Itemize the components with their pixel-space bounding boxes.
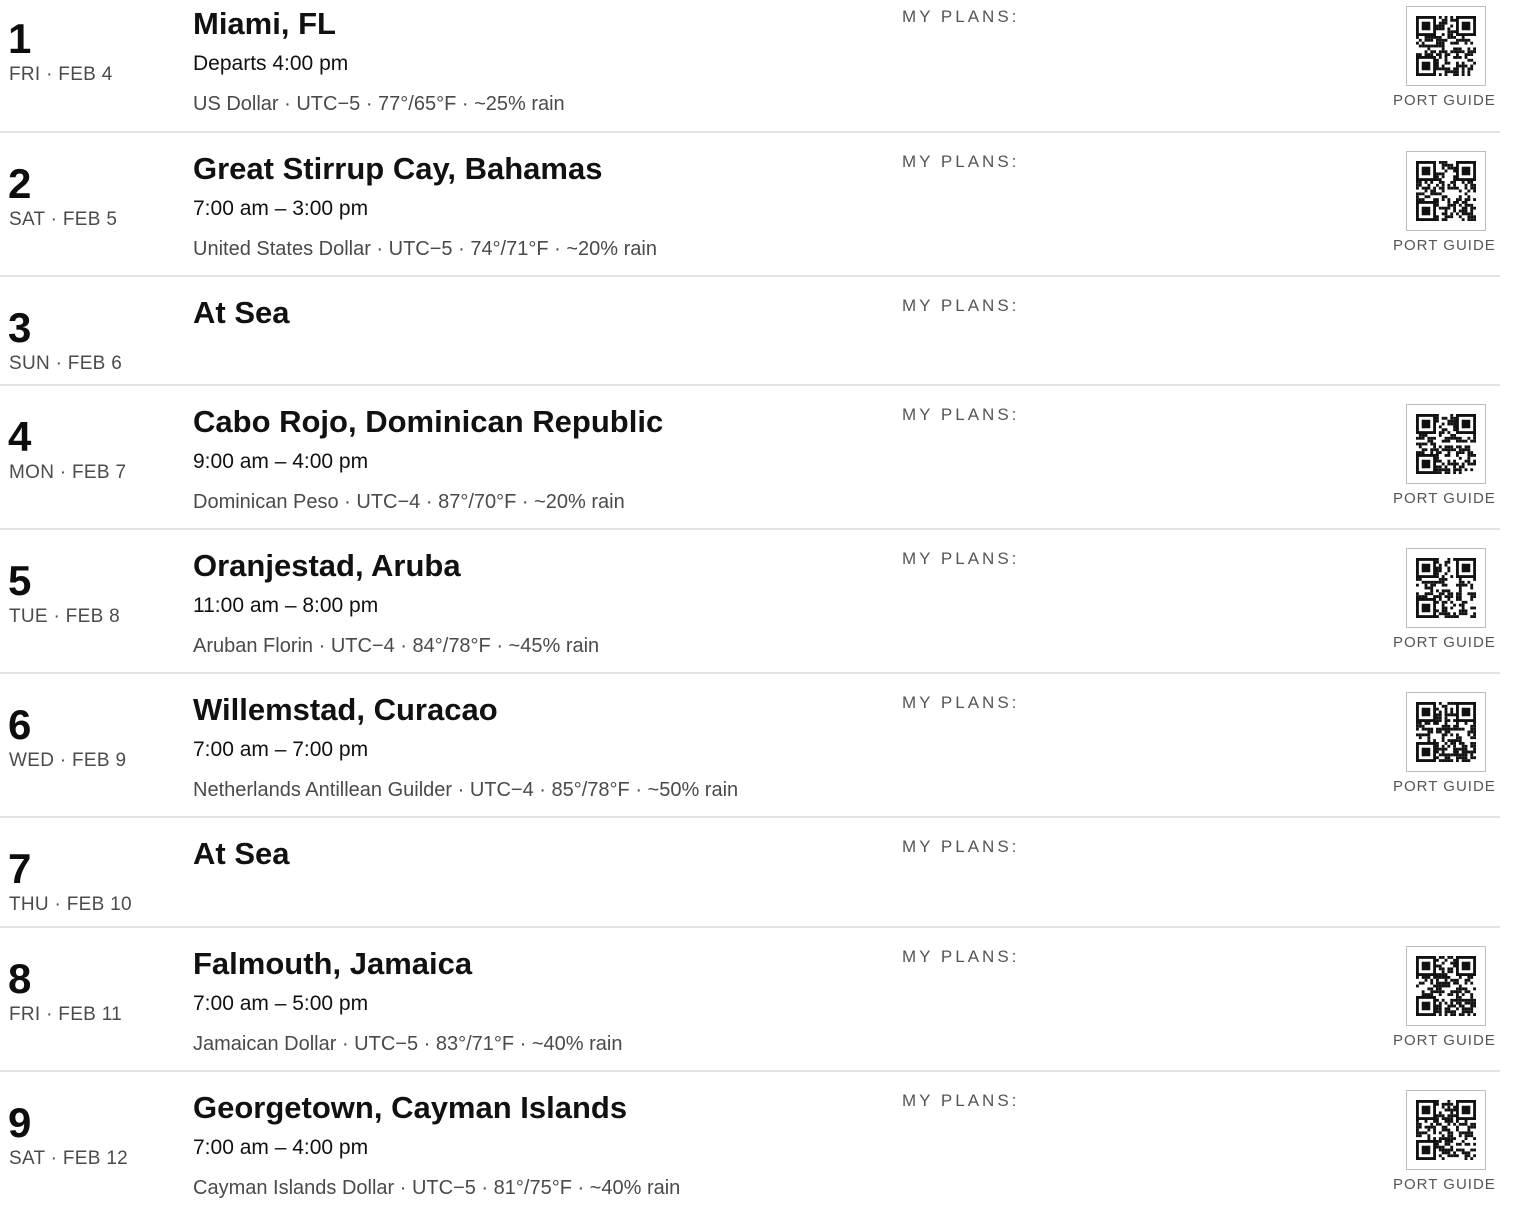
itinerary-day-row	[0, 398, 1500, 528]
port-time: 7:00 am – 3:00 pm	[193, 197, 369, 220]
itinerary-day-row	[0, 542, 1500, 672]
row-divider	[0, 816, 1500, 818]
day-date: FRI · FEB 4	[9, 64, 113, 85]
day-number: 1	[8, 15, 32, 62]
itinerary-day-row	[0, 145, 1500, 275]
itinerary-day-row	[0, 1084, 1500, 1209]
day-date: SUN · FEB 6	[9, 353, 123, 374]
day-date: THU · FEB 10	[9, 894, 132, 915]
my-plans-label: MY PLANS:	[902, 549, 1020, 568]
day-number: 9	[8, 1099, 32, 1146]
day-date: MON · FEB 7	[9, 462, 127, 483]
row-divider	[0, 672, 1500, 674]
day-date: TUE · FEB 8	[9, 606, 120, 627]
port-guide-link[interactable]: PORT GUIDE	[1393, 1176, 1496, 1193]
port-info: Cayman Islands Dollar · UTC−5 · 81°/75°F · ~40% rain	[193, 1177, 681, 1199]
port-time: 7:00 am – 5:00 pm	[193, 992, 369, 1015]
my-plans-label: MY PLANS:	[902, 837, 1020, 856]
itinerary-day-row	[0, 940, 1500, 1070]
itinerary-day-row	[0, 0, 1500, 131]
port-name: Willemstad, Curacao	[193, 692, 498, 727]
port-time: 11:00 am – 8:00 pm	[193, 594, 379, 617]
my-plans-label: MY PLANS:	[902, 947, 1020, 966]
itinerary-day-row	[0, 686, 1500, 816]
my-plans-label: MY PLANS:	[902, 1091, 1020, 1110]
port-guide-qr-code[interactable]	[1406, 1090, 1486, 1170]
day-number: 5	[8, 557, 32, 604]
row-divider	[0, 131, 1500, 133]
port-guide-link[interactable]: PORT GUIDE	[1393, 490, 1496, 507]
port-time: Departs 4:00 pm	[193, 52, 349, 75]
day-date: WED · FEB 9	[9, 750, 127, 771]
port-guide-qr-code[interactable]	[1406, 692, 1486, 772]
port-info: Dominican Peso · UTC−4 · 87°/70°F · ~20% rain	[193, 491, 625, 513]
port-guide-link[interactable]: PORT GUIDE	[1393, 92, 1496, 109]
qr-code-icon	[1416, 414, 1476, 474]
port-guide-link[interactable]: PORT GUIDE	[1393, 1032, 1496, 1049]
day-date: SAT · FEB 5	[9, 209, 118, 230]
port-guide-link[interactable]: PORT GUIDE	[1393, 634, 1496, 651]
port-guide-qr-code[interactable]	[1406, 151, 1486, 231]
day-number: 7	[8, 845, 32, 892]
port-guide-qr-code[interactable]	[1406, 548, 1486, 628]
port-info: US Dollar · UTC−5 · 77°/65°F · ~25% rain	[193, 93, 565, 115]
port-info: Jamaican Dollar · UTC−5 · 83°/71°F · ~40% rain	[193, 1033, 623, 1055]
port-guide-qr-code[interactable]	[1406, 6, 1486, 86]
port-guide-qr-code[interactable]	[1406, 946, 1486, 1026]
qr-code-icon	[1416, 702, 1476, 762]
port-guide-link[interactable]: PORT GUIDE	[1393, 778, 1496, 795]
my-plans-label: MY PLANS:	[902, 693, 1020, 712]
port-time: 7:00 am – 4:00 pm	[193, 1136, 369, 1159]
row-divider	[0, 384, 1500, 386]
port-guide-link[interactable]: PORT GUIDE	[1393, 237, 1496, 254]
qr-code-icon	[1416, 16, 1476, 76]
row-divider	[0, 275, 1500, 277]
day-number: 4	[8, 413, 32, 460]
day-number: 8	[8, 955, 32, 1002]
port-name: Great Stirrup Cay, Bahamas	[193, 151, 603, 186]
day-date: FRI · FEB 11	[9, 1004, 123, 1025]
row-divider	[0, 528, 1500, 530]
itinerary-day-row	[0, 830, 1500, 926]
my-plans-label: MY PLANS:	[902, 296, 1020, 315]
qr-code-icon	[1416, 558, 1476, 618]
day-number: 2	[8, 160, 32, 207]
itinerary-day-row	[0, 289, 1500, 384]
day-date: SAT · FEB 12	[9, 1148, 129, 1169]
port-name: Cabo Rojo, Dominican Republic	[193, 404, 664, 439]
row-divider	[0, 926, 1500, 928]
port-info: United States Dollar · UTC−5 · 74°/71°F · ~20% rain	[193, 238, 657, 260]
port-info: Aruban Florin · UTC−4 · 84°/78°F · ~45% rain	[193, 635, 600, 657]
my-plans-label: MY PLANS:	[902, 405, 1020, 424]
day-number: 3	[8, 304, 32, 351]
port-name: At Sea	[193, 836, 290, 871]
my-plans-label: MY PLANS:	[902, 152, 1020, 171]
port-guide-qr-code[interactable]	[1406, 404, 1486, 484]
day-number: 6	[8, 701, 32, 748]
qr-code-icon	[1416, 1100, 1476, 1160]
row-divider	[0, 1070, 1500, 1072]
port-name: Georgetown, Cayman Islands	[193, 1090, 628, 1125]
port-name: Miami, FL	[193, 6, 336, 41]
port-name: Falmouth, Jamaica	[193, 946, 473, 981]
port-name: Oranjestad, Aruba	[193, 548, 461, 583]
port-time: 7:00 am – 7:00 pm	[193, 738, 369, 761]
qr-code-icon	[1416, 956, 1476, 1016]
port-time: 9:00 am – 4:00 pm	[193, 450, 369, 473]
qr-code-icon	[1416, 161, 1476, 221]
port-info: Netherlands Antillean Guilder · UTC−4 · 85°/78°F · ~50% rain	[193, 779, 739, 801]
port-name: At Sea	[193, 295, 290, 330]
my-plans-label: MY PLANS:	[902, 7, 1020, 26]
